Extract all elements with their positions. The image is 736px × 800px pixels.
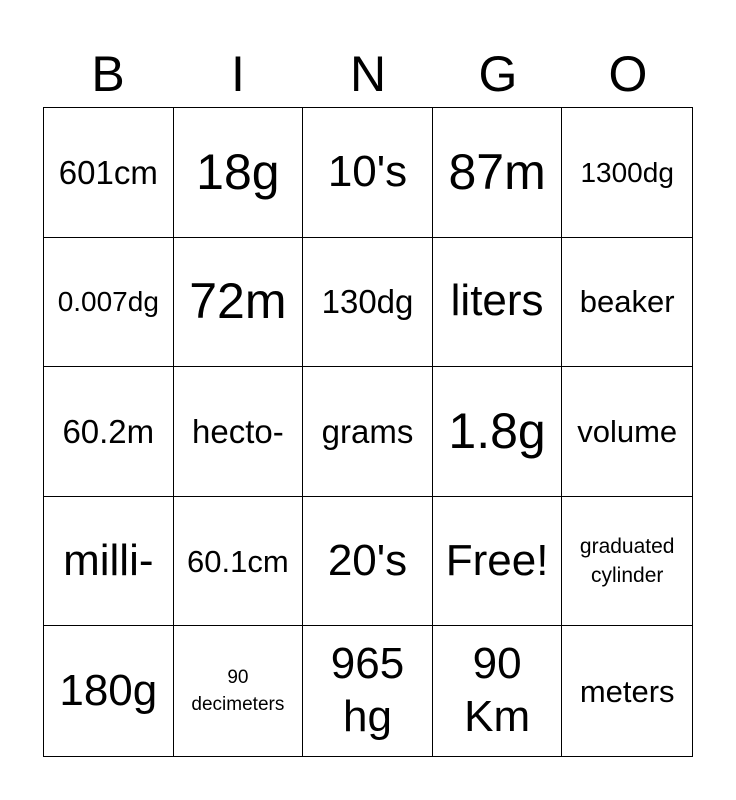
bingo-header (43, 40, 693, 108)
bingo-cell[interactable]: hecto- (174, 367, 304, 497)
header-letter-g: G (478, 46, 518, 102)
bingo-cell[interactable]: 10's (303, 108, 433, 238)
bingo-cell[interactable]: grams (303, 367, 433, 497)
bingo-cell[interactable]: graduated cylinder (562, 497, 692, 627)
bingo-cell[interactable]: 72m (174, 238, 304, 368)
bingo-cell[interactable]: 60.1cm (174, 497, 304, 627)
bingo-cell[interactable]: liters (433, 238, 563, 368)
bingo-cell[interactable]: 1.8g (433, 367, 563, 497)
bingo-cell[interactable]: 18g (174, 108, 304, 238)
bingo-cell[interactable]: meters (579, 673, 675, 709)
header-letter-o: O (608, 46, 648, 102)
bingo-cell[interactable]: 180g (44, 626, 174, 756)
bingo-cell[interactable]: 90 Km (433, 626, 563, 756)
free-space-cell[interactable]: Free! (433, 497, 563, 627)
header-letter-i: I (231, 46, 245, 102)
bingo-cell[interactable]: 130dg (303, 238, 433, 368)
bingo-cell[interactable]: volume (562, 367, 692, 497)
header-letter-n: N (349, 46, 387, 102)
bingo-cell[interactable]: milli- (44, 497, 174, 627)
bingo-cell[interactable]: 0.007dg (44, 238, 174, 368)
bingo-cell[interactable]: beaker (562, 238, 692, 368)
bingo-cell[interactable]: 20's (303, 497, 433, 627)
bingo-cell[interactable]: 87m (433, 108, 563, 238)
bingo-cell[interactable]: 90 decimeters (174, 626, 304, 756)
bingo-cell[interactable]: 60.2m (44, 367, 174, 497)
bingo-cell[interactable]: 1300dg (562, 108, 692, 238)
bingo-cell[interactable]: 601cm (44, 108, 174, 238)
bingo-cell[interactable]: 965 hg (303, 626, 433, 756)
header-letter-b: B (91, 46, 125, 102)
bingo-board (43, 107, 693, 757)
